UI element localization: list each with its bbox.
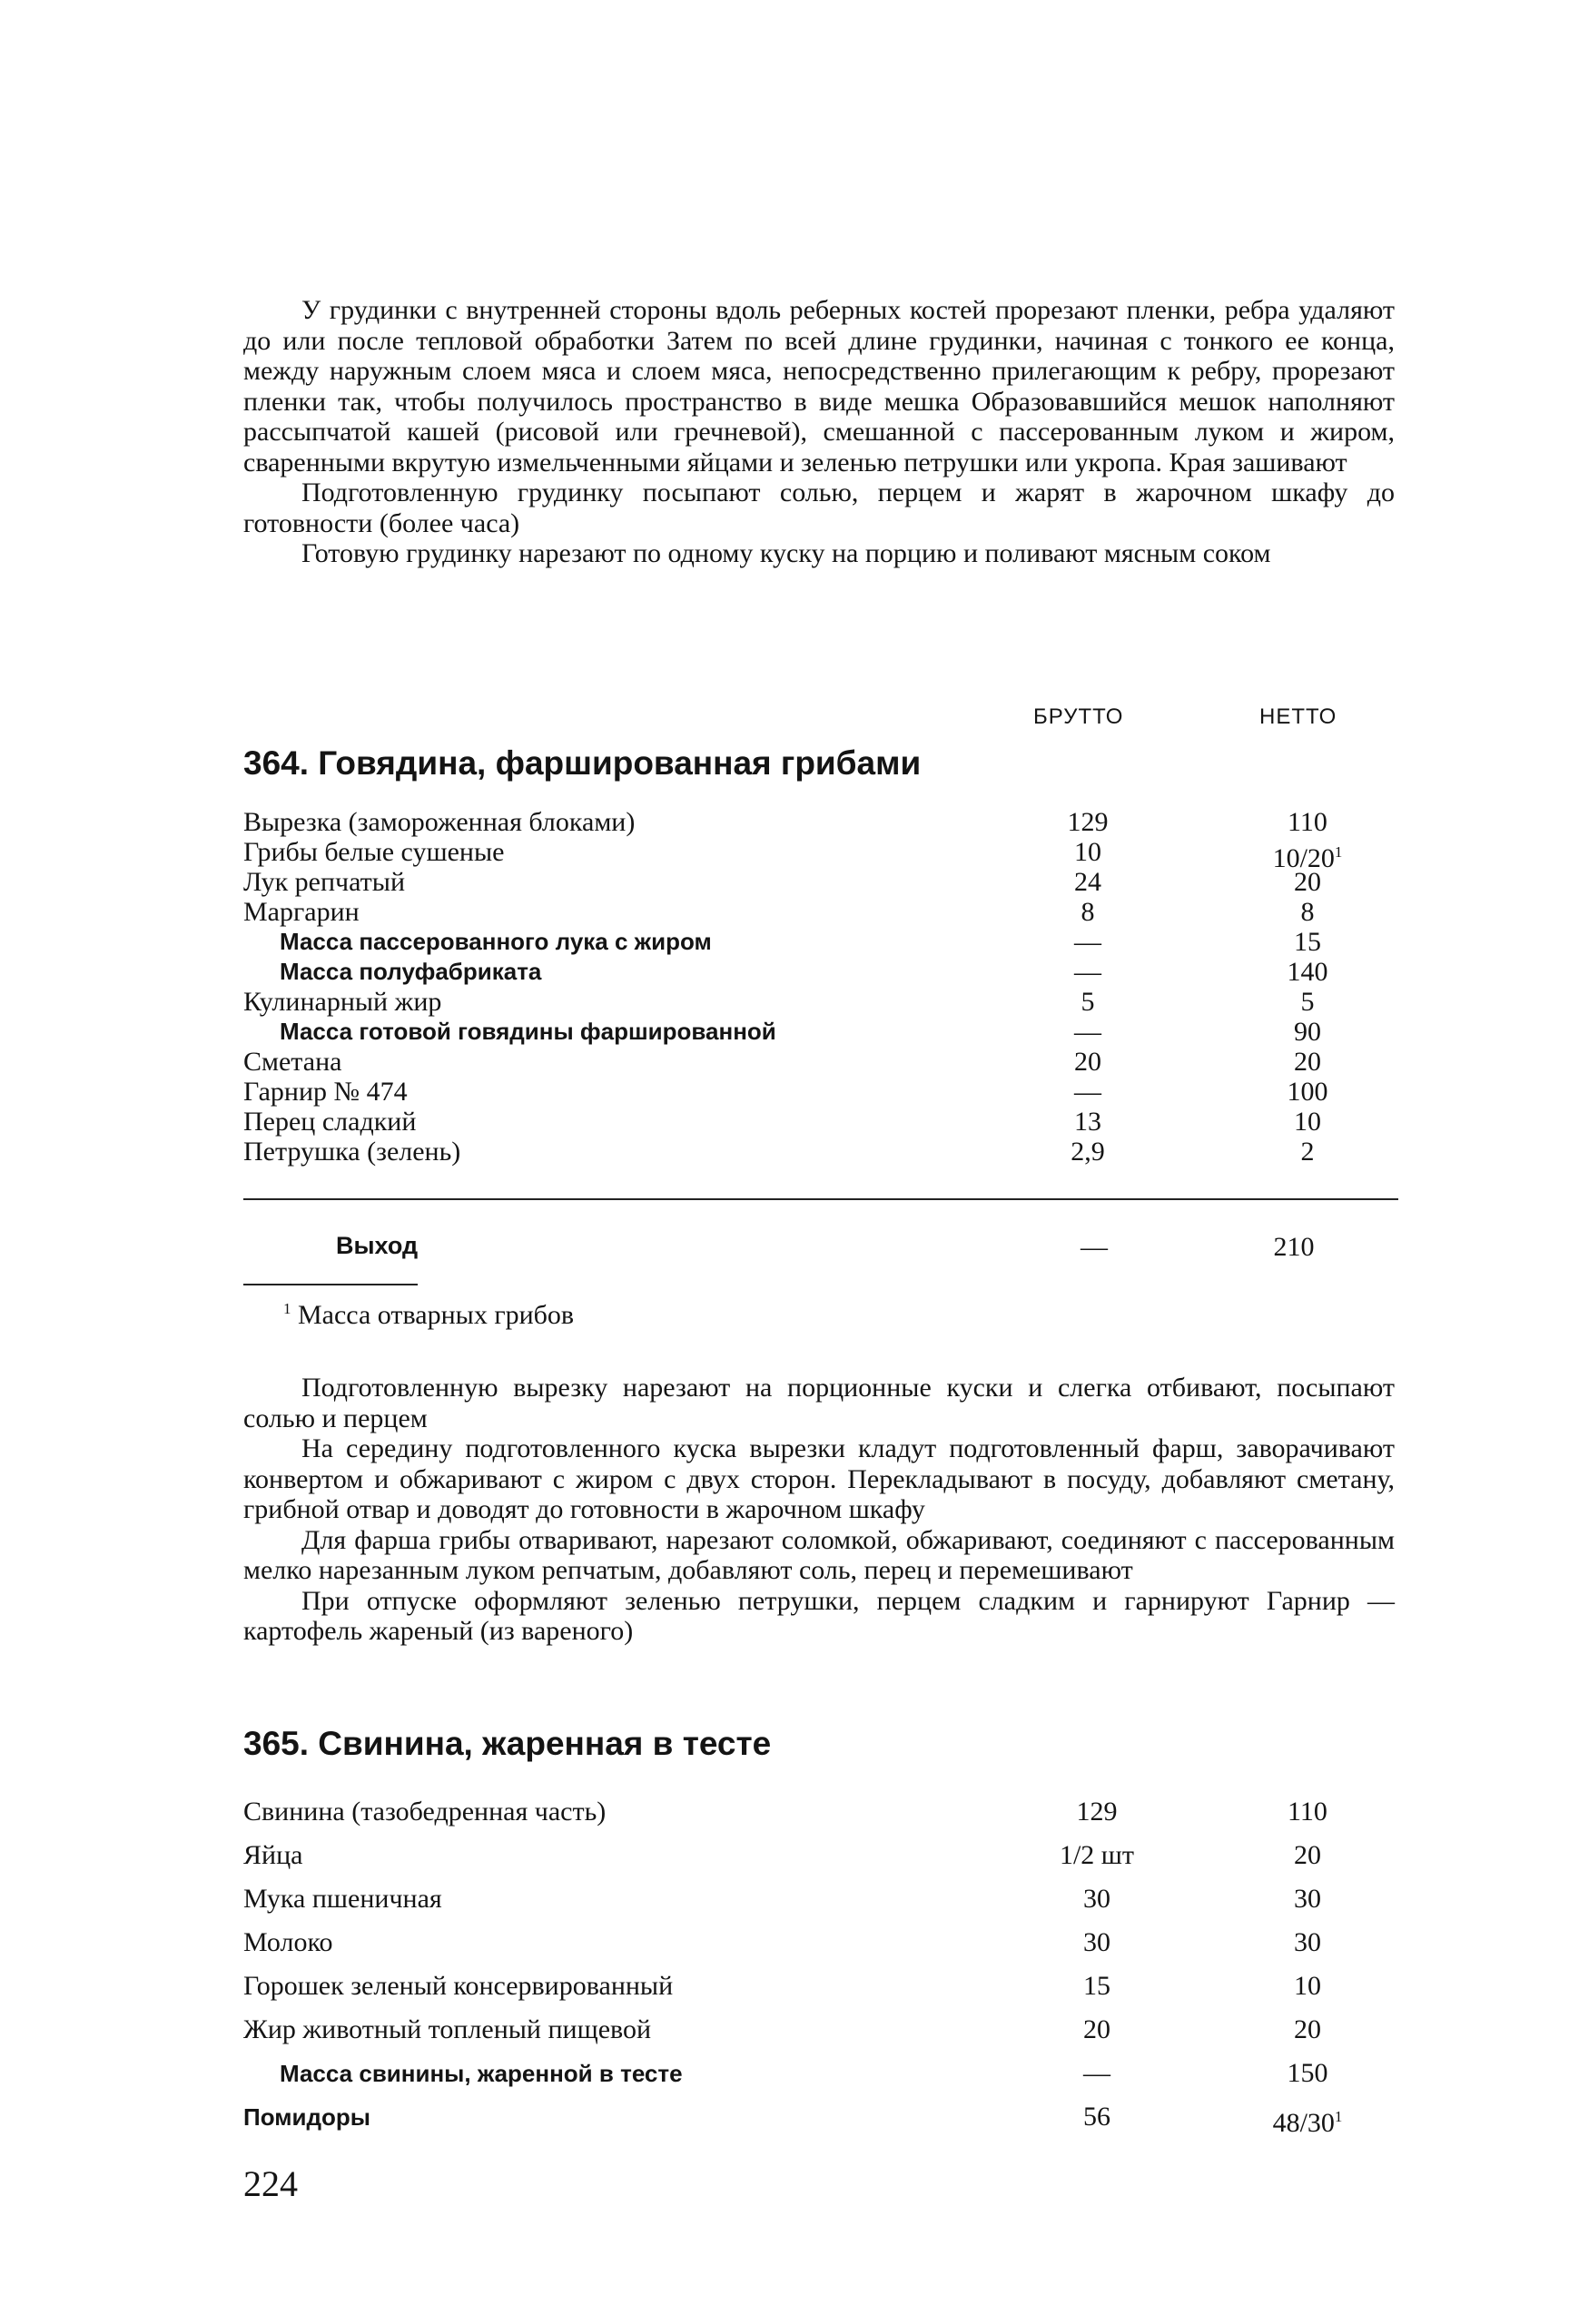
ingredient-name: Горошек зеленый консервированный bbox=[243, 1971, 674, 2001]
ingredient-netto: 110 bbox=[1288, 1797, 1327, 1827]
ingredient-brutto: — bbox=[1074, 957, 1101, 987]
ingredient-row bbox=[243, 867, 1396, 897]
ingredient-brutto: 30 bbox=[1083, 1884, 1110, 1914]
ingredient-netto: 8 bbox=[1300, 897, 1315, 927]
ingredient-brutto: 129 bbox=[1076, 1797, 1118, 1827]
ingredient-brutto: — bbox=[1074, 1077, 1101, 1107]
ingredient-netto-cell bbox=[1253, 1790, 1362, 1834]
intro-paragraph: Подготовленную грудинку посыпают солью, перцем и жарят в жарочном шкафу до готовности (более часа) bbox=[243, 478, 1395, 538]
ingredient-netto: 20 bbox=[1294, 867, 1321, 897]
ingredient-row bbox=[243, 2008, 1396, 2052]
ingredient-brutto: 10 bbox=[1074, 837, 1101, 867]
ingredient-netto: 5 bbox=[1300, 987, 1315, 1017]
ingredient-row bbox=[243, 1107, 1396, 1137]
ingredient-name: Сметана bbox=[243, 1047, 342, 1077]
ingredient-netto-cell bbox=[1253, 1017, 1362, 1047]
column-header-netto: НЕТТО bbox=[1259, 704, 1337, 729]
ingredient-name: Масса свинины, жаренной в тесте bbox=[280, 2060, 683, 2087]
ingredient-brutto: — bbox=[1083, 2058, 1110, 2088]
ingredient-row bbox=[243, 1877, 1396, 1921]
ingredient-row bbox=[243, 927, 1396, 957]
ingredient-row bbox=[243, 2095, 1396, 2139]
ingredient-name: Яйца bbox=[243, 1840, 303, 1870]
table-divider bbox=[243, 1198, 1398, 1200]
ingredient-netto-cell bbox=[1253, 1077, 1362, 1107]
ingredient-netto-cell bbox=[1253, 807, 1362, 837]
ingredient-brutto: — bbox=[1074, 1017, 1101, 1047]
recipe-364-method bbox=[243, 1373, 1395, 1647]
ingredient-brutto: 129 bbox=[1067, 807, 1109, 837]
recipe-364-ingredients bbox=[243, 807, 1396, 1167]
ingredient-name: Молоко bbox=[243, 1927, 333, 1957]
ingredient-netto-cell bbox=[1253, 897, 1362, 927]
ingredient-name: Лук репчатый bbox=[243, 867, 405, 897]
ingredient-name: Масса пассерованного лука с жиром bbox=[280, 928, 712, 955]
intro-paragraph: У грудинки с внутренней стороны вдоль реберных костей прорезают пленки, ребра удаляют до или после тепловой обработки Затем по всей длине грудинки, начиная с тонкого ее конца, между наружным слоем мяса и слоем мяса, непосредственно прилегающим к ребру, прорезают пленки так, чтобы получилось пространство в виде мешка Образовавшийся мешок наполняют рассыпчатой кашей (рисовой или гречневой), смешанной с пассерованным луком и жиром, сваренными вкрутую измельченными яйцами и зеленью петрушки или укропа. Края зашивают bbox=[243, 295, 1395, 478]
ingredient-netto: 30 bbox=[1294, 1884, 1321, 1914]
ingredient-netto-cell bbox=[1253, 987, 1362, 1017]
ingredient-name: Масса готовой говядины фаршированной bbox=[280, 1018, 776, 1045]
yield-netto: 210 bbox=[1273, 1232, 1315, 1262]
ingredient-name: Мука пшеничная bbox=[243, 1884, 442, 1914]
ingredient-netto-cell bbox=[1253, 1107, 1362, 1137]
ingredient-netto: 150 bbox=[1287, 2058, 1328, 2088]
ingredient-netto-cell bbox=[1253, 2095, 1362, 2145]
ingredient-netto-cell bbox=[1253, 1877, 1362, 1921]
ingredient-netto: 20 bbox=[1294, 1840, 1321, 1870]
footnote-mark: 1 bbox=[1334, 843, 1343, 861]
yield-brutto: — bbox=[1081, 1232, 1108, 1262]
ingredient-row bbox=[243, 1017, 1396, 1047]
ingredient-netto: 10 bbox=[1294, 1971, 1321, 2001]
ingredient-name: Помидоры bbox=[243, 2103, 370, 2131]
ingredient-netto: 140 bbox=[1287, 957, 1328, 987]
ingredient-row bbox=[243, 1790, 1396, 1834]
ingredient-netto: 30 bbox=[1294, 1927, 1321, 1957]
ingredient-netto: 10 bbox=[1294, 1107, 1321, 1137]
ingredient-brutto: 24 bbox=[1074, 867, 1101, 897]
method-paragraph: Подготовленную вырезку нарезают на порционные куски и слегка отбивают, посыпают солью и перцем bbox=[243, 1373, 1395, 1433]
ingredient-brutto: 2,9 bbox=[1071, 1137, 1105, 1167]
ingredient-brutto: 20 bbox=[1074, 1047, 1101, 1077]
ingredient-netto-cell bbox=[1253, 1834, 1362, 1877]
ingredient-netto: 10/20 bbox=[1272, 843, 1335, 873]
page-number: 224 bbox=[243, 2163, 298, 2204]
ingredient-name: Жир животный топленый пищевой bbox=[243, 2014, 652, 2044]
ingredient-netto: 100 bbox=[1287, 1077, 1328, 1107]
ingredient-netto-cell bbox=[1253, 867, 1362, 897]
ingredient-netto: 2 bbox=[1300, 1137, 1315, 1167]
intro-paragraph: Готовую грудинку нарезают по одному куску на порцию и поливают мясным соком bbox=[301, 538, 1271, 568]
ingredient-brutto: 5 bbox=[1081, 987, 1095, 1017]
ingredient-row bbox=[243, 1834, 1396, 1877]
footnote-mark: 1 bbox=[1334, 2108, 1343, 2125]
ingredient-name: Маргарин bbox=[243, 897, 360, 927]
ingredient-row bbox=[243, 987, 1396, 1017]
ingredient-name: Петрушка (зелень) bbox=[243, 1137, 461, 1167]
recipe-365-ingredients bbox=[243, 1790, 1396, 2139]
method-paragraph: Для фарша грибы отваривают, нарезают соломкой, обжаривают, соединяют с пассерованным мелко нарезанным луком репчатым, добавляют соль, перец и перемешивают bbox=[243, 1524, 1395, 1585]
ingredient-name: Масса полуфабриката bbox=[280, 958, 542, 985]
ingredient-brutto: 20 bbox=[1083, 2014, 1110, 2044]
ingredient-row bbox=[243, 2052, 1396, 2095]
ingredient-netto-cell bbox=[1253, 957, 1362, 987]
ingredient-row bbox=[243, 1965, 1396, 2008]
footnote-mark: 1 bbox=[283, 1300, 291, 1317]
ingredient-netto: 15 bbox=[1294, 927, 1321, 957]
method-paragraph: При отпуске оформляют зеленью петрушки, перцем сладким и гарнируют Гарнир — картофель жареный (из вареного) bbox=[243, 1585, 1395, 1646]
footnote-divider bbox=[243, 1284, 418, 1285]
ingredient-row bbox=[243, 807, 1396, 837]
ingredient-netto-cell bbox=[1253, 1047, 1362, 1077]
recipe-365-title: 365. Свинина, жаренная в тесте bbox=[243, 1725, 772, 1762]
ingredient-name: Гарнир № 474 bbox=[243, 1077, 408, 1107]
method-paragraph: На середину подготовленного куска вырезки кладут подготовленный фарш, заворачивают конвертом и обжаривают с жиром с двух сторон. Перекладывают в посуду, добавляют сметану, грибной отвар и доводят до готовности в жарочном шкафу bbox=[243, 1433, 1395, 1524]
ingredient-name: Кулинарный жир bbox=[243, 987, 442, 1017]
footnote-text: Масса отварных грибов bbox=[298, 1300, 575, 1330]
ingredient-row bbox=[243, 1047, 1396, 1077]
column-header-brutto: БРУТТО bbox=[1033, 704, 1124, 729]
ingredient-name: Вырезка (замороженная блоками) bbox=[243, 807, 636, 837]
recipe-364-title: 364. Говядина, фаршированная грибами bbox=[243, 744, 922, 782]
ingredient-netto-cell bbox=[1253, 1137, 1362, 1167]
footnote bbox=[283, 1300, 574, 1331]
ingredient-name: Свинина (тазобедренная часть) bbox=[243, 1797, 607, 1827]
ingredient-netto-cell bbox=[1253, 2052, 1362, 2095]
ingredient-row bbox=[243, 1077, 1396, 1107]
ingredient-brutto: 8 bbox=[1081, 897, 1095, 927]
ingredient-netto-cell bbox=[1253, 1965, 1362, 2008]
ingredient-row bbox=[243, 1921, 1396, 1965]
ingredient-netto: 48/30 bbox=[1272, 2108, 1335, 2138]
ingredient-brutto: 13 bbox=[1074, 1107, 1101, 1137]
ingredient-brutto: 1/2 шт bbox=[1059, 1840, 1135, 1870]
ingredient-row bbox=[243, 837, 1396, 873]
ingredient-brutto: — bbox=[1074, 927, 1101, 957]
ingredient-row bbox=[243, 897, 1396, 927]
ingredient-netto-cell bbox=[1253, 1921, 1362, 1965]
ingredient-row bbox=[243, 957, 1396, 987]
ingredient-netto: 20 bbox=[1294, 1047, 1321, 1077]
ingredient-netto: 20 bbox=[1294, 2014, 1321, 2044]
ingredient-netto-cell bbox=[1253, 2008, 1362, 2052]
yield-label: Выход bbox=[336, 1232, 419, 1259]
ingredient-name: Грибы белые сушеные bbox=[243, 837, 505, 867]
ingredient-row bbox=[243, 1137, 1396, 1167]
ingredient-brutto: 30 bbox=[1083, 1927, 1110, 1957]
ingredient-brutto: 15 bbox=[1083, 1971, 1110, 2001]
intro-text bbox=[243, 295, 1395, 569]
ingredient-netto: 90 bbox=[1294, 1017, 1321, 1047]
ingredient-netto: 110 bbox=[1288, 807, 1327, 837]
ingredient-brutto: 56 bbox=[1083, 2102, 1110, 2132]
ingredient-name: Перец сладкий bbox=[243, 1107, 417, 1137]
ingredient-netto-cell bbox=[1253, 927, 1362, 957]
